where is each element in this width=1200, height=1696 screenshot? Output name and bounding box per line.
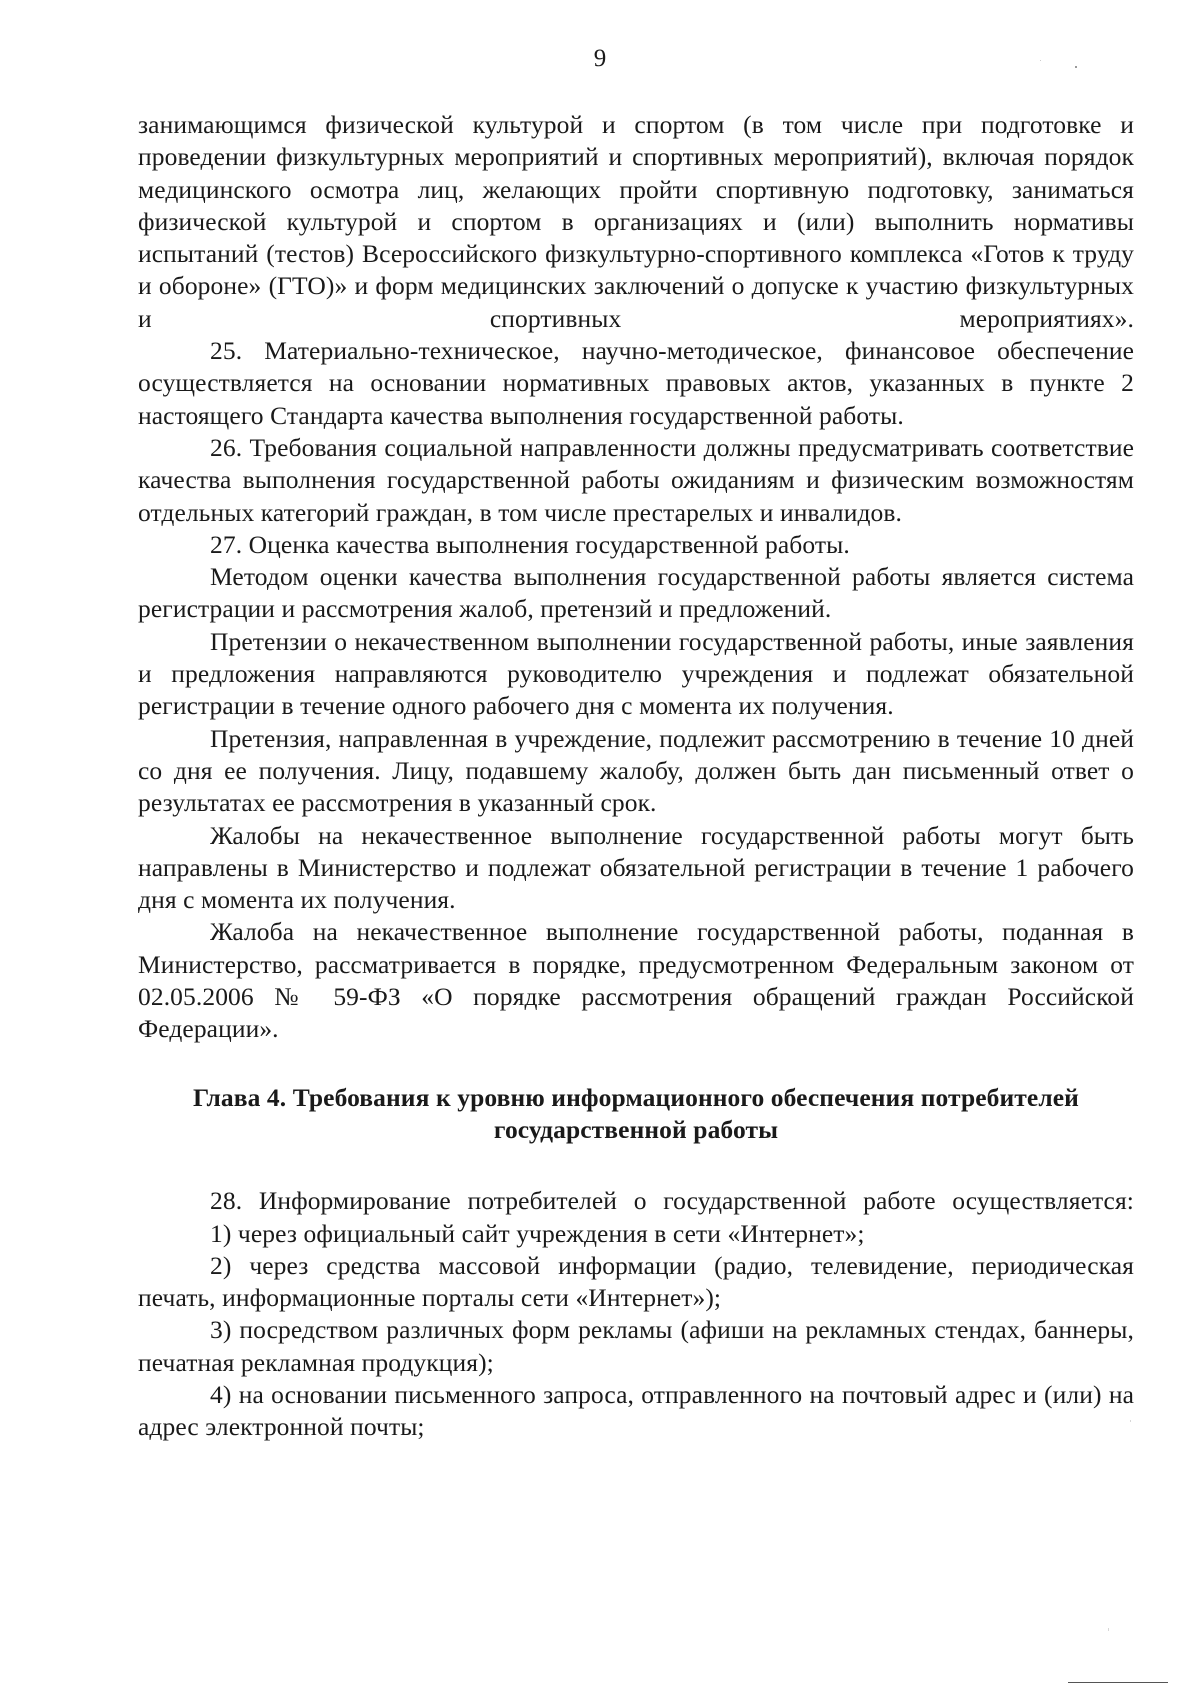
paragraph-27-review: Претензия, направленная в учреждение, подлежит рассмотрению в течение 10 дней со дня ее получения. Лицу, подавшему жалобу, должен быть дан письменный ответ о результатах ее рассмотрения в указанный срок. [138,723,1134,818]
scan-speck [1075,66,1077,68]
list-item-28-4: 4) на основании письменного запроса, отправленного на почтовый адрес и (или) на адрес электронной почты; [138,1379,1134,1442]
paragraph-28: 28. Информирование потребителей о государственной работе осуществляется: [210,1186,1134,1216]
paragraph-25: 25. Материально-техническое, научно-методическое, финансовое обеспечение осуществляется на основании нормативных правовых актов, указанных в пункте 2 настоящего Стандарта качества выполнения государственной работы. [138,336,1134,430]
list-item-28-3: 3) посредством различных форм рекламы (афиши на рекламных стендах, баннеры, печатная рекламная продукция); [138,1315,1134,1377]
scan-speck [1108,1628,1109,1631]
paragraph-27: 27. Оценка качества выполнения государственной работы. [210,529,850,559]
paragraph-27-ministry: Жалоба на некачественное выполнение государственной работы, поданная в Министерство, рассматривается в порядке, предусмотренном Федеральным законом от 02.05.2006 № 59-ФЗ «О порядке рассмотрения обращений граждан Российской Федерации». [138,917,1134,1044]
chapter-heading-line2: государственной работы [493,1114,779,1144]
paragraph-27-method: Методом оценки качества выполнения государственной работы является система регистрации и рассмотрения жалоб, претензий и предложений. [138,562,1134,624]
chapter-heading [138,1082,1134,1147]
paragraph-continuation: занимающимся физической культурой и спортом (в том числе при подготовке и проведении физкультурных мероприятий и спортивных мероприятий), включая порядок медицинского осмотра лиц, желающих пройти спортивную подготовку, заниматься физической культурой и спортом в организациях и (или) выполнить нормативы испытаний (тестов) Всероссийского физкультурно-спортивного комплекса «Готов к труду и обороне» (ГТО)» и форм медицинских заключений о допуске к участию физкультурных и спортивных мероприятиях». [138,110,1134,333]
list-item-28-1: 1) через официальный сайт учреждения в сети «Интернет»; [210,1218,865,1248]
page-number: 9 [593,45,607,72]
paragraph-26: 26. Требования социальной направленности должны предусматривать соответствие качества выполнения государственной работы ожиданиям и физическим возможностям отдельных категорий граждан, в том числе престарелых и инвалидов. [138,432,1134,527]
chapter-heading-line1: Глава 4. Требования к уровню информационного обеспечения потребителей [193,1082,1079,1112]
paragraph-27-complaints: Жалобы на некачественное выполнение государственной работы могут быть направлены в Министерство и подлежат обязательной регистрации в течение 1 рабочего дня с момента их получения. [138,820,1134,915]
document-body [138,109,1134,1444]
footer-rule [1068,1682,1168,1683]
scan-speck [1040,60,1041,61]
list-item-28-2: 2) через средства массовой информации (радио, телевидение, периодическая печать, информационные порталы сети «Интернет»); [138,1250,1134,1313]
paragraph-27-claims: Претензии о некачественном выполнении государственной работы, иные заявления и предложения направляются руководителю учреждения и подлежат обязательной регистрации в течение одного рабочего дня с момента их получения. [138,626,1134,721]
